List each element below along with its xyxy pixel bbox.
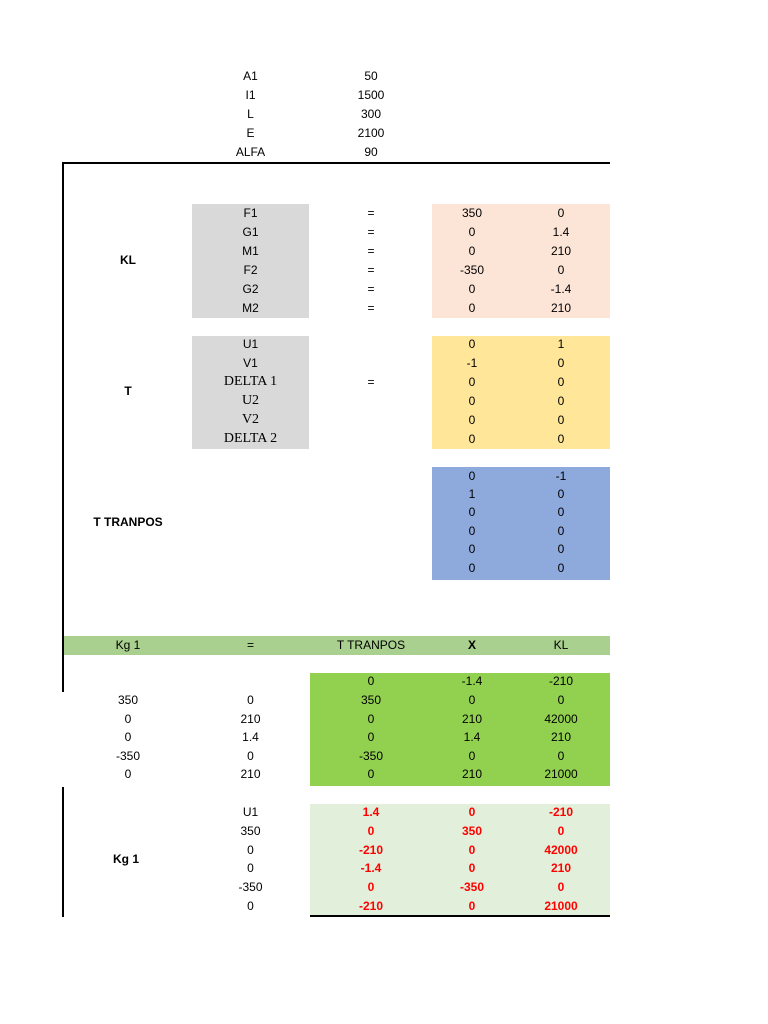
product-cell: 0	[247, 749, 254, 763]
formula-kg-label: Kg 1	[115, 638, 141, 652]
t-value: 0	[468, 337, 476, 351]
product-cell: -350	[358, 749, 384, 763]
t-transpose-value: 0	[468, 524, 476, 538]
product-cell: 210	[461, 712, 483, 726]
t-row-name: V1	[243, 356, 258, 370]
kl-row-name: F2	[243, 263, 258, 277]
kg-cell: -350	[459, 880, 485, 894]
param-value: 90	[364, 145, 378, 159]
product-cell: 42000	[544, 712, 578, 726]
product-cell: 0	[367, 767, 375, 781]
product-cell: 0	[468, 749, 476, 763]
param-value: 1500	[357, 88, 385, 102]
t-transpose-value: -1	[555, 469, 567, 483]
t-transpose-value: 0	[468, 561, 476, 575]
param-value: 2100	[357, 126, 385, 140]
t-value: 1	[557, 337, 565, 351]
product-cell: 0	[557, 693, 565, 707]
kg-cell: 0	[468, 843, 476, 857]
param-name: A1	[243, 69, 258, 83]
kg-cell: 0	[468, 805, 476, 819]
kg-cell: 0	[367, 880, 375, 894]
t-row-name: DELTA 2	[223, 431, 278, 446]
kg-cell: 42000	[544, 843, 578, 857]
t-value: 0	[557, 413, 565, 427]
product-cell: 0	[124, 712, 132, 726]
product-cell: 0	[367, 712, 375, 726]
product-cell: -350	[115, 749, 141, 763]
kl-row-name: G2	[242, 282, 259, 296]
kl-value: 350	[461, 206, 483, 220]
product-cell: 0	[367, 674, 375, 688]
t-transpose-value: 0	[468, 469, 476, 483]
t-transpose-value: 0	[557, 524, 565, 538]
t-value: 0	[557, 356, 565, 370]
product-cell: 350	[117, 693, 139, 707]
kl-value: 210	[550, 244, 572, 258]
t-value: 0	[468, 375, 476, 389]
t-value: 0	[468, 432, 476, 446]
t-transpose-value: 0	[468, 505, 476, 519]
kg-cell: 0	[557, 824, 565, 838]
kl-value: 0	[468, 225, 476, 239]
kg-cell: 0	[367, 824, 375, 838]
product-cell: 350	[360, 693, 382, 707]
t-transpose-value: 0	[557, 561, 565, 575]
t-value: 0	[468, 394, 476, 408]
t-row-name: U1	[242, 337, 259, 351]
t-value: 0	[557, 375, 565, 389]
product-cell: 0	[557, 749, 565, 763]
kl-value: 1.4	[552, 225, 570, 239]
kg-cell: 0	[247, 843, 254, 857]
product-cell: 210	[461, 767, 483, 781]
kg-cell: 0	[247, 861, 254, 875]
kg-cell: -210	[358, 899, 384, 913]
formula-multiply: X	[467, 638, 476, 652]
product-cell: 1.4	[463, 730, 481, 744]
kl-value: -350	[459, 263, 485, 277]
product-cell	[192, 672, 309, 690]
param-name: L	[247, 107, 254, 121]
param-name: ALFA	[235, 145, 266, 159]
product-cell: -210	[548, 674, 574, 688]
param-value: 50	[364, 69, 378, 83]
kg-cell: -1.4	[360, 861, 382, 875]
kg-cell: -210	[548, 805, 574, 819]
kl-value: 0	[557, 263, 565, 277]
top-border	[62, 162, 610, 164]
kg-cell: 0	[247, 899, 254, 913]
t-eq: =	[367, 375, 375, 389]
product-cell: 21000	[544, 767, 578, 781]
product-cell: 0	[468, 693, 476, 707]
kl-row-name: F1	[243, 206, 258, 220]
product-cell: 210	[240, 712, 261, 726]
kg-cell: 210	[550, 861, 572, 875]
product-cell: 0	[247, 693, 254, 707]
product-cell: 210	[240, 767, 261, 781]
kl-eq: =	[367, 225, 375, 239]
kl-value: 210	[550, 301, 572, 315]
kl-eq: =	[367, 206, 375, 220]
product-cell: 0	[124, 730, 132, 744]
product-cell	[64, 672, 192, 690]
product-cell: 210	[550, 730, 572, 744]
t-value: 0	[468, 413, 476, 427]
kl-eq: =	[367, 282, 375, 296]
kg-cell: 0	[557, 880, 565, 894]
t-label: T	[124, 384, 132, 398]
kg-cell: 350	[240, 824, 261, 838]
kg-cell: 0	[468, 861, 476, 875]
kl-eq: =	[367, 301, 375, 315]
bottom-border	[310, 915, 610, 917]
t-row-name: V2	[241, 412, 260, 427]
t-transpose-value: 0	[468, 542, 476, 556]
t-row-name: U2	[241, 393, 260, 408]
kg-cell: 350	[461, 824, 483, 838]
t-value: 0	[557, 394, 565, 408]
formula-t-transpose: T TRANPOS	[336, 638, 406, 652]
kl-value: 0	[468, 301, 476, 315]
kg-cell: 1.4	[362, 805, 380, 819]
kl-value: -1.4	[550, 282, 572, 296]
left-border-upper	[62, 162, 64, 692]
kg-cell: 21000	[544, 899, 578, 913]
product-cell: 1.4	[242, 730, 259, 744]
kg-result-label: Kg 1	[112, 852, 139, 866]
kg-cell: -210	[358, 843, 384, 857]
kl-label: KL	[120, 253, 136, 267]
kl-row-name: G1	[242, 225, 259, 239]
param-value: 300	[360, 107, 382, 121]
t-transpose-value: 0	[557, 542, 565, 556]
t-transpose-value: 1	[468, 487, 476, 501]
t-transpose-value: 0	[557, 505, 565, 519]
t-transpose-label: T TRANPOS	[93, 515, 163, 529]
t-value: -1	[466, 356, 478, 370]
kl-eq: =	[367, 263, 375, 277]
formula-kl: KL	[553, 638, 569, 652]
t-transpose-value: 0	[557, 487, 565, 501]
formula-equals: =	[246, 638, 254, 652]
param-name: I1	[245, 88, 256, 102]
kl-row-name: M1	[242, 244, 259, 258]
product-cell: -1.4	[461, 674, 483, 688]
kg-cell: U1	[242, 805, 259, 819]
product-cell: 0	[124, 767, 132, 781]
kl-value: 0	[468, 282, 476, 296]
kg-cell: -350	[238, 880, 263, 894]
t-row-name: DELTA 1	[223, 374, 278, 389]
kg-cell: 0	[468, 899, 476, 913]
kl-value: 0	[468, 244, 476, 258]
kl-eq: =	[367, 244, 375, 258]
param-name: E	[246, 126, 255, 140]
kl-value: 0	[557, 206, 565, 220]
t-value: 0	[557, 432, 565, 446]
kl-row-name: M2	[242, 301, 259, 315]
product-cell: 0	[367, 730, 375, 744]
